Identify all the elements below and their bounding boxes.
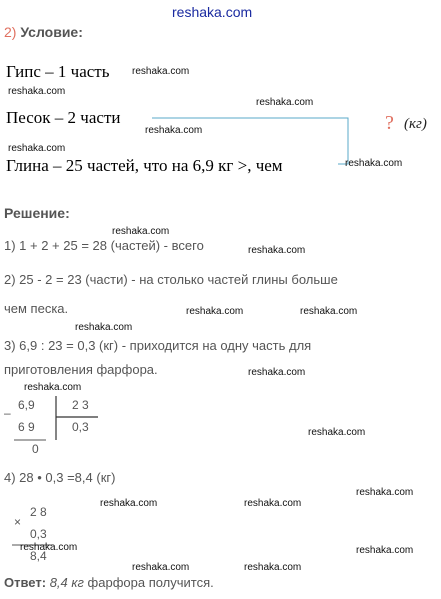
- condition-line-gypsum: Гипс – 1 часть: [6, 62, 110, 81]
- solution-label: Решение:: [4, 205, 70, 221]
- solution-step-1: 1) 1 + 2 + 25 = 28 (частей) - всего: [4, 238, 204, 253]
- watermark: reshaka.com: [256, 97, 314, 108]
- multiplication-bottom: 0,3: [30, 527, 47, 541]
- answer-line: [4, 575, 214, 590]
- top-watermark: reshaka.com: [172, 4, 253, 20]
- watermark: reshaka.com: [132, 562, 190, 573]
- question-mark: ?: [385, 112, 394, 134]
- solution-step-3-line-1: 3) 6,9 : 23 = 0,3 (кг) - приходится на одну часть для: [4, 338, 312, 353]
- watermark: reshaka.com: [112, 226, 170, 237]
- watermark: reshaka.com: [145, 125, 203, 136]
- watermark: reshaka.com: [20, 542, 78, 553]
- watermark: reshaka.com: [244, 498, 302, 509]
- division-quotient: 0,3: [72, 420, 89, 434]
- watermark: reshaka.com: [248, 245, 306, 256]
- watermark: reshaka.com: [132, 66, 190, 77]
- division-dividend: 6,9: [18, 398, 35, 412]
- multiplication-sign: ×: [14, 515, 22, 529]
- solution-step-4: 4) 28 • 0,3 =8,4 (кг): [4, 470, 116, 485]
- watermark: reshaka.com: [356, 487, 414, 498]
- division-divisor: 2 3: [72, 398, 89, 412]
- condition-line-sand: Песок – 2 части: [6, 108, 121, 127]
- watermark: reshaka.com: [356, 545, 414, 556]
- answer-label: Ответ:: [4, 575, 47, 590]
- multiplication-top: 2 8: [30, 505, 47, 519]
- answer-value: 8,4 кг: [49, 575, 84, 590]
- watermark: reshaka.com: [100, 498, 158, 509]
- watermark: reshaka.com: [75, 322, 133, 333]
- solution-step-2-line-1: 2) 25 - 2 = 23 (части) - на столько частей глины больше: [4, 272, 338, 287]
- solution-step-3-line-2: приготовления фарфора.: [4, 362, 158, 377]
- watermark: reshaka.com: [300, 306, 358, 317]
- watermark: reshaka.com: [345, 158, 403, 169]
- watermark: reshaka.com: [8, 86, 66, 97]
- watermark: reshaka.com: [186, 306, 244, 317]
- condition-line-clay: Глина – 25 частей, что на 6,9 кг >, чем: [6, 156, 283, 175]
- task-number: 2): [4, 24, 17, 40]
- question-unit: (кг): [404, 116, 427, 132]
- multiplication-result: 8,4: [30, 549, 47, 563]
- watermark: reshaka.com: [248, 367, 306, 378]
- watermark: reshaka.com: [308, 427, 366, 438]
- watermark: reshaka.com: [24, 382, 82, 393]
- condition-label: Условие:: [20, 24, 83, 40]
- watermark: reshaka.com: [244, 562, 302, 573]
- division-minus: –: [4, 406, 11, 420]
- division-remainder: 0: [32, 442, 39, 456]
- division-subtrahend: 6 9: [18, 420, 35, 434]
- watermark: reshaka.com: [8, 143, 66, 154]
- answer-text: фарфора получится.: [87, 575, 214, 590]
- solution-step-2-line-2: чем песка.: [4, 301, 69, 316]
